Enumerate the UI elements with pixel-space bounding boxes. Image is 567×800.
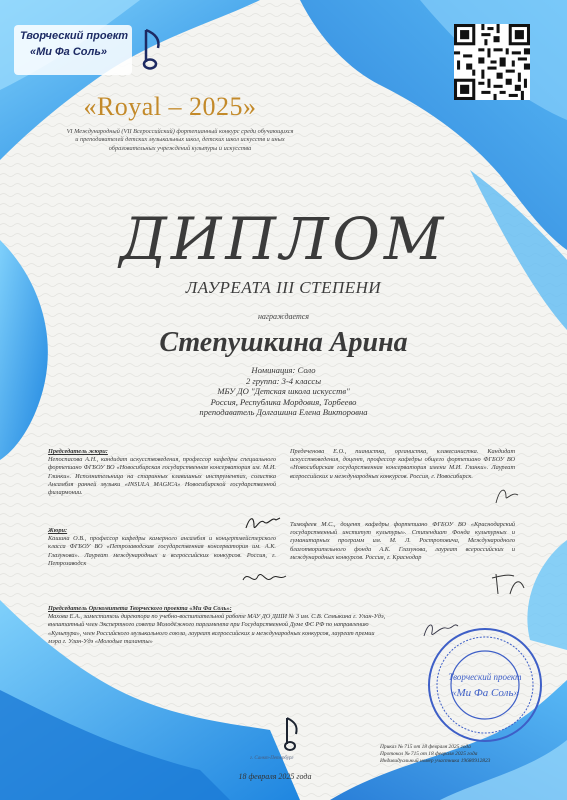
nomination: Номинация: Соло: [251, 365, 316, 375]
official-stamp: [426, 626, 544, 744]
contest-description: VI Международный (VII Всероссийский) фортепианный конкурс среди обучающихся и преподавателей детских музыкальных школ, детских школ искусств и иных образовательных учреждений культуры и искусства: [66, 128, 294, 152]
degree-title: ЛАУРЕАТА III СТЕПЕНИ: [185, 278, 382, 297]
signature-member-1: [240, 568, 288, 588]
teacher-name: преподаватель Долгашина Елена Викторовна: [199, 407, 368, 417]
event-title: «Royal – 2025»: [83, 92, 257, 121]
jury-chair-text: Непоспасова А.Н., кандидат искусствоведения, профессор кафедры специального фортепиано ФГБОУ ВО «Новосибирская государственная консерватория им. М.И. Глинки». Исполнительница на старинных клавишных инструментах, солистка Ансамбля ранней музыки «INSULA MAGICA» Новосибирской государственной филармонии.: [48, 456, 276, 497]
signature-member-2: [492, 483, 522, 507]
order-info: [380, 744, 490, 765]
diploma-title: ДИПЛОМ: [119, 205, 448, 273]
jury-member-3: Тимофеев М.С., доцент кафедры фортепиано ФГБОУ ВО «Краснодарский государственный институт культуры». Стипендиат Фонда культурных и гуманитарных программ им. М. Л. Ростроповича, Международного благотворительного фонда А.К. Глазунова, лауреат всероссийских и международных конкурсов. Россия, г. Краснодар: [290, 521, 515, 561]
jury-member-1: Кашина О.В., профессор кафедры камерного ансамбля и концертмейстерского класса ФГБОУ ВО «Петрозаводская государственная консерватория им. А.К. Глазунова». Лауреат международных и всероссийских конкурсов. Россия, г. Петрозаводск: [48, 535, 276, 567]
logo-title-line2: «Ми Фа Соль»: [30, 46, 107, 58]
music-note-icon: [138, 26, 168, 74]
footer-date: 18 февраля 2025 года: [238, 772, 312, 781]
logo-title-line1: Творческий проект: [20, 30, 129, 42]
music-note-bottom-icon: [278, 714, 304, 754]
signature-member-3: [490, 570, 528, 598]
footer-city: г. Санкт-Петербург: [250, 756, 294, 761]
awarded-label: награждается: [257, 312, 310, 321]
participant-details: [0, 365, 567, 418]
jury-chair-title: Председатель жюри:: [48, 448, 108, 455]
order-line-2: Протокол № 715 от 18 февраля 2025 года: [380, 751, 478, 757]
age-group: 2 группа: 3-4 классы: [245, 375, 322, 386]
jury-chair-block: [48, 448, 276, 497]
organizing-title: Председатель Оргкомитета Творческого проекта «Ми Фа Соль»:: [48, 605, 232, 612]
stamp-name: «Ми Фа Соль»: [451, 687, 519, 699]
signature-chair: [242, 512, 284, 534]
organizing-text: Махова Е.А., заместитель директора по учебно-воспитательной работе МАУ ДО ДШИ № 3 им. С.В. Семыкина г. Улан-Удэ, внештатный член Экспертного совета Молодёжного парламента при Государственной Думе ФС РФ по направлению «Культура», член Российского музыкального союза, лауреат всероссийских и международных конкурсов, лауреат премии мэра г. Улан-Удэ «Молодые таланты»: [48, 613, 386, 645]
order-line-1: Приказ № 715 от 18 февраля 2025 года: [380, 744, 471, 750]
school-name: МБУ ДО "Детская школа искусств": [217, 386, 350, 396]
location: Россия, Республика Мордовия, Торбеево: [210, 396, 357, 407]
jury-member-2: Предеченова Е.О., пианистка, органистка, клавесинистка. Кандидат искусствоведения, доцент, профессор кафедры общего фортепиано ФГБОУ ВО «Новосибирская государственная консерватория имени М.И. Глинки». Лауреат всероссийских и международных конкурсов. Россия, г. Новосибирск.: [290, 448, 515, 480]
organizing-committee-block: [48, 605, 388, 646]
order-line-3: Индивидуальный номер участника 19680912823: [380, 758, 491, 764]
qr-code-icon[interactable]: [454, 24, 530, 100]
stamp-text: Творческий проект: [448, 672, 522, 682]
winner-name: Степушкина Арина: [159, 327, 408, 358]
jury-members-title: Жюри:: [48, 527, 68, 534]
